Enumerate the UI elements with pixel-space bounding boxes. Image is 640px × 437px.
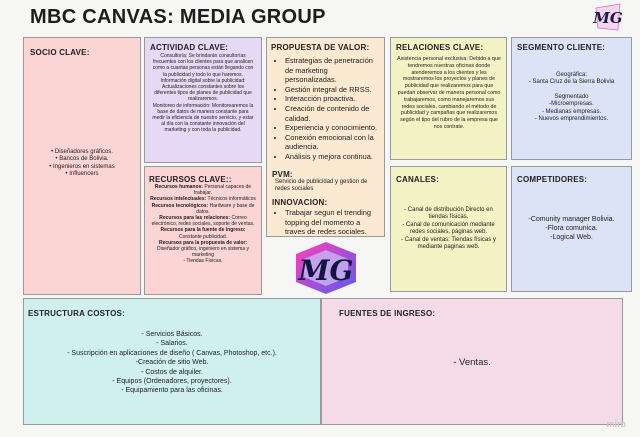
competidores-card [511, 166, 632, 292]
relaciones-clave-text: Asistencia personal exclusiva: Debido a que tendremos nuestras oficinas donde atenderemos a los clientes y les mostraremos los proyectos y planes de publicidad que realizaremos para que puedan observar de manera personal como trabajaremos, como manejaremos sus redes sociales, cambiando el método de publicidad y campañas que realizaremos según el tipo del rubro de la empresa que nos contrate. [397, 56, 501, 130]
pvm-text: Servicio de publicidad y gestion de redes sociales [275, 179, 368, 193]
list-item: Recursos tecnológicos: Hardware y base de datos. [151, 202, 255, 215]
fuentes-ingreso-text: - Ventas. [453, 357, 491, 368]
competidores-list [515, 215, 628, 242]
list-item: - Equipos (Ordenadores, proyectores). [112, 378, 232, 386]
list-item: - Servicios Básicos. [141, 331, 203, 338]
recursos-clave-header: RECURSOS CLAVE:: [149, 175, 232, 184]
list-item: -Flora comunica. [545, 225, 598, 232]
relaciones-clave-header: RELACIONES CLAVE: [396, 43, 484, 52]
propuesta-valor-list [273, 56, 380, 162]
list-item: - Nuevos emprendimientos. [534, 116, 609, 123]
actividad-text-2: Información digital sobre la publicidad: Actualizaciones constantes sobre los diferentes tipos de planes de publicidad que realizaremos. [154, 77, 252, 103]
innovacion-list [273, 208, 380, 237]
segmento-cliente-list [515, 72, 628, 123]
fuentes-ingreso-header: FUENTES DE INGRESO: [339, 309, 436, 318]
brand-logo-icon [592, 2, 624, 32]
actividad-clave-card [144, 37, 262, 163]
socio-clave-header: SOCIO CLAVE: [30, 48, 90, 57]
estructura-costos-list [28, 330, 316, 396]
list-item: -Microempresas. [549, 101, 594, 108]
list-item: - Tiendas Físicas. [183, 258, 223, 265]
list-item: - Medianas empresas. [541, 108, 602, 115]
list-item [515, 87, 628, 94]
miro-watermark: miro [606, 419, 626, 429]
list-item: • Diseñadores gráficos. [51, 149, 113, 155]
list-item: • Experiencia y conocimiento. [285, 123, 380, 133]
propuesta-valor-card [266, 37, 385, 237]
list-item: • Influencers [65, 171, 99, 178]
segmento-cliente-card [511, 37, 632, 160]
list-item: -Comunity manager Bolivia. [528, 216, 615, 223]
canales-list [395, 207, 502, 251]
canales-header: CANALES: [396, 175, 439, 184]
list-item: Recursos para la propuesta de valor: Diseñador gráfico, ingeniero en sistema y marketing [157, 239, 249, 259]
list-item: - Equipamiento para las oficinas. [121, 387, 223, 395]
list-item: - Costos de alquiler. [141, 368, 203, 376]
list-item: - Santa Cruz de la Sierra Bolivia [528, 79, 615, 86]
list-item: • Análisis y mejora continua. [285, 152, 380, 162]
list-item: Recursos para la fuente de ingreso: Constante publicidad. [160, 227, 246, 240]
list-item: • Estrategias de penetración de marketing personalizadas. [285, 56, 380, 85]
pvm-header: PVM: [272, 170, 293, 179]
relaciones-clave-card [390, 37, 507, 160]
recursos-clave-card [144, 166, 262, 295]
list-item: • Gestión integral de RRSS. [285, 85, 380, 95]
page-title: MBC CANVAS: MEDIA GROUP [30, 6, 326, 28]
list-item: Recursos humanos: Personal capaces de trabajar. [154, 184, 252, 197]
list-item: - Suscripción en aplicaciones de diseño ( Canvas, Photoshop, etc.). [67, 349, 277, 357]
center-logo-icon [286, 240, 366, 296]
center-logo-letters: MG [298, 254, 354, 287]
actividad-text-1: Consultoría: Se brindarán consultorías frecuentes con los clientes para que analicen como a cuantas personas están llegando con la publicidad y todo lo que haremos. [152, 53, 254, 78]
innovacion-header: INNOVACION: [272, 198, 328, 207]
list-item: - Canal de ventas: Tiendas físicas y mediante paginas web. [401, 236, 496, 251]
propuesta-valor-header: PROPUESTA DE VALOR: [271, 43, 370, 52]
list-item: • Interacción proactiva. [285, 94, 380, 104]
list-item: - Canal de comunicación mediante redes sociales, páginas web. [402, 221, 495, 236]
list-item: • Ingenieros en sistemas [49, 163, 115, 170]
brand-logo [592, 2, 624, 32]
list-item: Recursos intelectuales: Técnicos informáticos [150, 196, 256, 203]
estructura-costos-card [23, 298, 321, 425]
list-item: -Logical Web. [550, 234, 593, 241]
list-item: -Creación de sitio Web. [135, 359, 209, 367]
actividad-clave-text [151, 53, 255, 134]
list-item: • Trabajar segun el trending topping del momento a traves de redes sociales. [285, 208, 380, 237]
recursos-clave-list [150, 184, 256, 265]
canales-card [390, 166, 507, 292]
list-item: - Canal de distribución Directo en tiendas físicas. [404, 207, 493, 221]
competidores-header: COMPETIDORES: [517, 175, 588, 184]
list-item: • Bancos de Bolivia. [55, 156, 109, 163]
brand-logo-letters: MG [593, 9, 623, 27]
list-item: Geográfica: [555, 72, 588, 78]
actividad-clave-header: ACTIVIDAD CLAVE: [150, 43, 229, 52]
list-item: • Creación de contenido de calidad. [285, 104, 380, 123]
list-item: Segmentado [554, 93, 589, 100]
list-item: - Salarios. [156, 340, 188, 348]
list-item: Recursos para las relaciones: Correo electrónico, redes sociales, soporte de ventas. [151, 215, 255, 228]
socio-clave-card [23, 37, 141, 295]
actividad-text-3: Monitoreo de información: Monitorearemos la base de datos de manera constante para medir la eficiencia de nuestro servicio, y estar al día con la constante innovación del marketing y con toda la publicidad. [152, 102, 254, 134]
list-item: • Conexión emocional con la audiencia. [285, 133, 380, 152]
estructura-costos-header: ESTRUCTURA COSTOS: [28, 309, 125, 318]
socio-clave-list [26, 149, 138, 179]
fuentes-ingreso-card [321, 298, 623, 425]
center-logo [286, 240, 366, 296]
segmento-cliente-header: SEGMENTO CLIENTE: [517, 43, 606, 52]
